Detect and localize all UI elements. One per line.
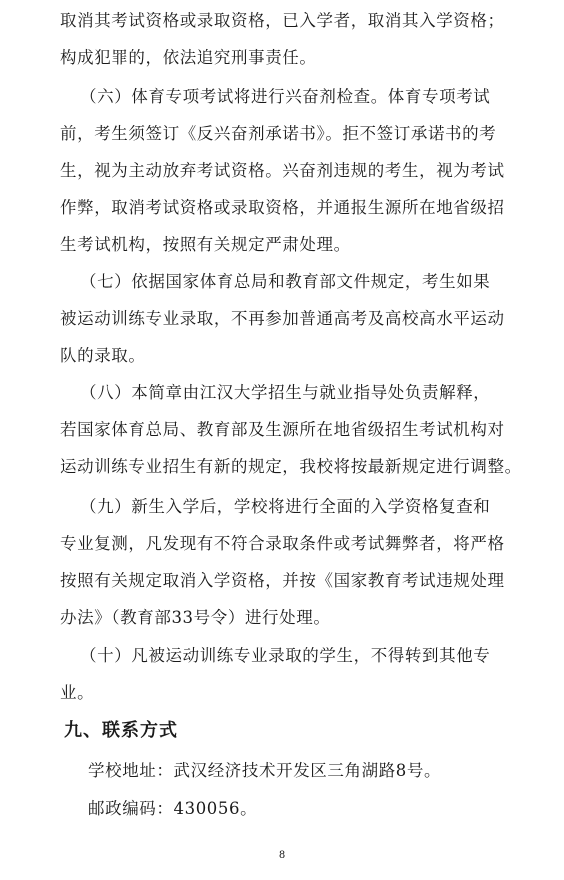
text-line: 办法》（教育部33号令）进行处理。 [60, 608, 331, 627]
paragraph-10 [60, 637, 560, 711]
text-line: 队的录取。 [60, 346, 146, 365]
text-line: 运动训练专业招生有新的规定，我校将按最新规定进行调整。 [60, 457, 522, 476]
text-line: 作弊，取消考试资格或录取资格，并通报生源所在地省级招 [60, 198, 505, 217]
postal-code: 邮政编码：430056。 [88, 799, 258, 818]
text-line: （八）本简章由江汉大学招生与就业指导处负责解释， [80, 383, 491, 402]
paragraph-8 [60, 374, 560, 485]
page-number: 8 [278, 850, 286, 861]
school-address: 学校地址：武汉经济技术开发区三角湖路8号。 [88, 761, 442, 780]
text-line: （七）依据国家体育总局和教育部文件规定，考生如果 [80, 272, 491, 291]
text-line: 生，视为主动放弃考试资格。兴奋剂违规的考生，视为考试 [60, 161, 505, 180]
continuation-paragraph [60, 2, 560, 76]
section-heading: 九、联系方式 [64, 720, 178, 741]
text-line: （六）体育专项考试将进行兴奋剂检查。体育专项考试 [80, 87, 491, 106]
text-line: 专业复测，凡发现有不符合录取条件或考试舞弊者，将严格 [60, 534, 505, 553]
text-line: 若国家体育总局、教育部及生源所在地省级招生考试机构对 [60, 420, 505, 439]
text-line: （十）凡被运动训练专业录取的学生，不得转到其他专 [80, 646, 491, 665]
paragraph-7 [60, 263, 560, 374]
text-line: 业。 [60, 683, 95, 702]
text-line: 构成犯罪的，依法追究刑事责任。 [60, 48, 317, 67]
text-line: 被运动训练专业录取，不再参加普通高考及高校高水平运动 [60, 309, 505, 328]
text-line: 前，考生须签订《反兴奋剂承诺书》。拒不签订承诺书的考 [60, 124, 497, 143]
text-line: 取消其考试资格或录取资格，已入学者，取消其入学资格； [60, 11, 505, 30]
text-line: 按照有关规定取消入学资格，并按《国家教育考试违规处理 [60, 571, 505, 590]
text-line: 生考试机构，按照有关规定严肃处理。 [60, 235, 351, 254]
paragraph-9 [60, 488, 560, 636]
text-line: （九）新生入学后，学校将进行全面的入学资格复查和 [80, 497, 491, 516]
paragraph-6 [60, 78, 560, 263]
